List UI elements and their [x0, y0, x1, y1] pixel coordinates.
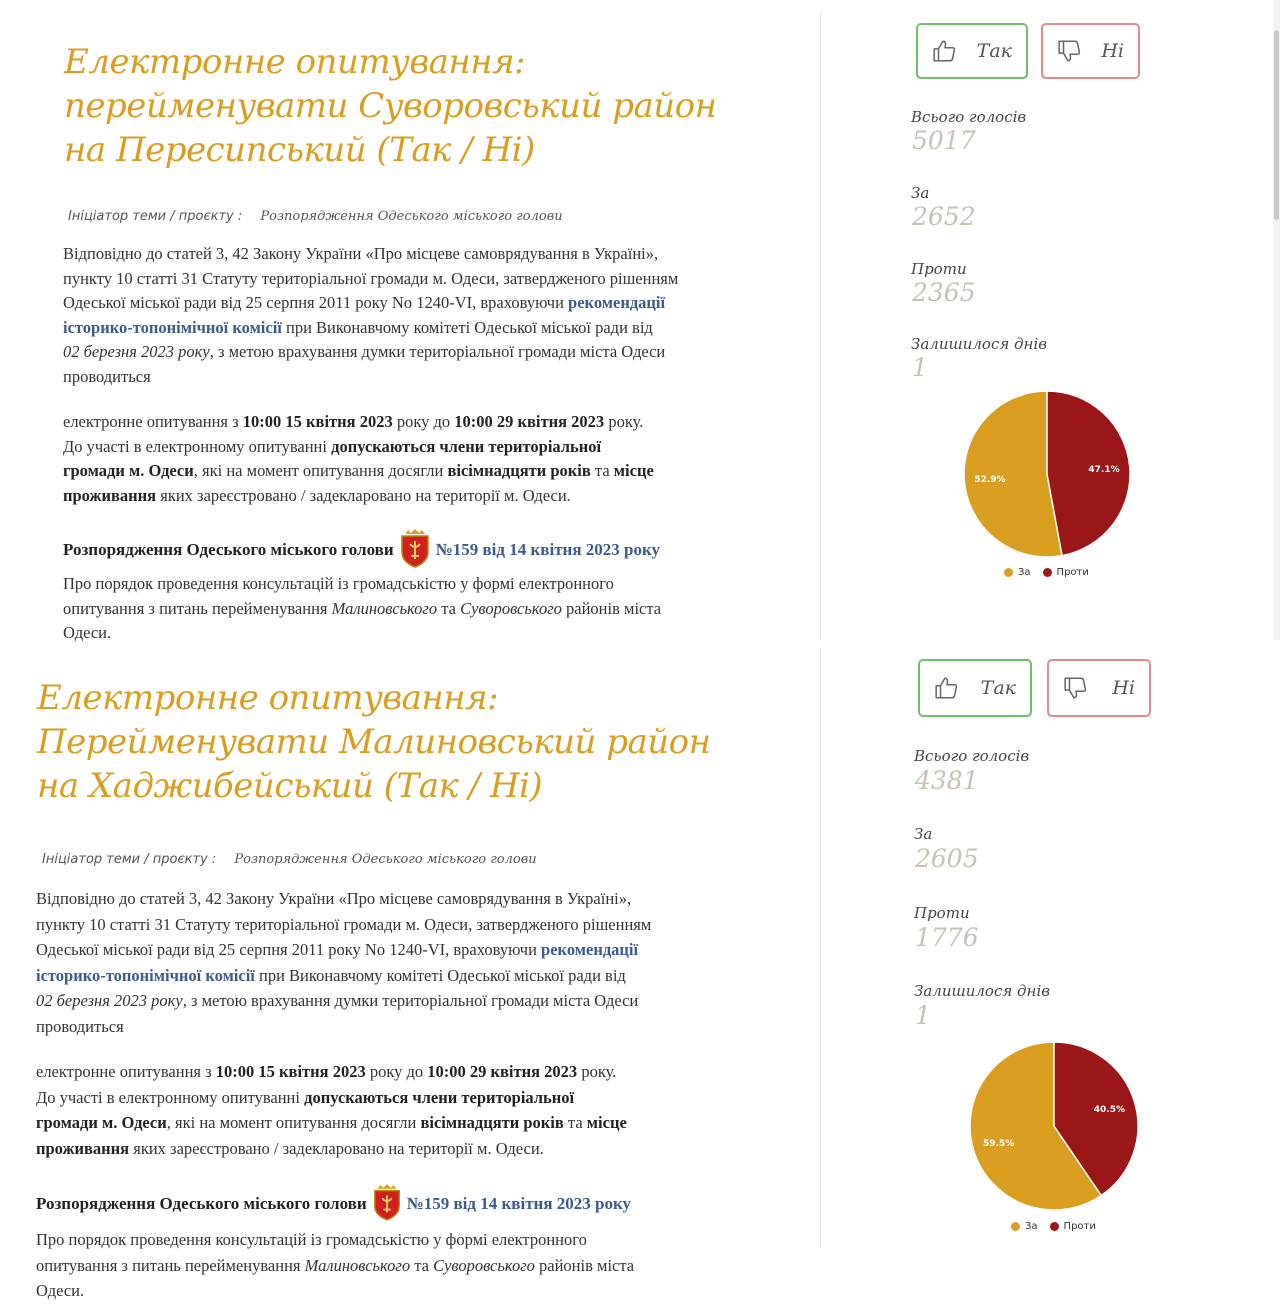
total-votes-label: Всього голосів [914, 747, 1030, 765]
days-left-label: Залишилося днів [914, 982, 1050, 1000]
votes-against-value: 2365 [912, 278, 976, 307]
legend-item-for: За [1004, 567, 1031, 578]
poll-title-line: Електронне опитування: [64, 42, 526, 82]
pie-legend [1011, 1221, 1108, 1232]
vote-no-label: Ні [1101, 40, 1124, 62]
votes-against-label: Проти [911, 260, 967, 278]
poll-title-line: Електронне опитування: [37, 678, 499, 718]
poll-panel-malynovskyi [0, 646, 1280, 1301]
decree-description: Про порядок проведення консультацій із громадськістю у формі електронного опитування з питань перейменування Малиновського та Суворовського районів міста Одеси. [63, 574, 662, 642]
vote-pie-chart [0, 646, 1280, 1280]
commission-link[interactable]: історико-топонімічної комісії [63, 317, 282, 337]
legend-item-for: За [1011, 1221, 1038, 1232]
poll-period-paragraph: електронне опитування з 10:00 15 квітня 2023 року до 10:00 29 квітня 2023 року. До участі в електронному опитуванні допускаються члени територіальної громади м. Одеси, які на момент опитування досягли вісімнадцяти років та місце проживання яких зареєстровано / задекларовано на території м. Одеси. [63, 412, 654, 505]
initiator-label: Ініціатор теми / проєкту : [42, 852, 217, 867]
days-left-value: 1 [912, 353, 928, 382]
legend-item-against: Проти [1050, 1221, 1096, 1232]
decree-text: Розпорядження Одеського міського голови [36, 1194, 367, 1213]
poll-period-paragraph: електронне опитування з 10:00 15 квітня 2023 року до 10:00 29 квітня 2023 року. До участі в електронному опитуванні допускаються члени територіальної громади м. Одеси, які на момент опитування досягли вісімнадцяти років та місце проживання яких зареєстровано / задекларовано на території м. Одеси. [36, 1062, 627, 1158]
initiator-value: Розпорядження Одеського міського голови [234, 852, 537, 867]
initiator-label: Ініціатор теми / проєкту : [68, 209, 243, 224]
votes-for-label: За [914, 825, 933, 843]
days-left-value: 1 [915, 1001, 931, 1030]
legal-basis-paragraph: Відповідно до статей 3, 42 Закону України «Про місцеве самоврядування в Україні», пункту 10 статті 31 Статуту територіальної громади м. Одеси, затвердженого рішенням Одеської міської ради від 25 серпня 2011 року No 1240-VI, враховуючи рекомендації історико-топонімічної комісії при Виконавчому комітеті Одеської міської ради від 02 березня 2023 року, з метою врахування думки територіальної громади міста Одеси проводиться [36, 889, 652, 1036]
pie-slice-label: 47.1% [1088, 464, 1120, 475]
decree-text: Розпорядження Одеського міського голови [63, 540, 394, 559]
votes-against-value: 1776 [915, 923, 979, 952]
votes-for-label: За [911, 184, 930, 202]
poll-panel-suvorovskyi [0, 0, 1280, 646]
days-left-label: Залишилося днів [911, 335, 1047, 353]
votes-for-value: 2652 [912, 202, 976, 231]
pie-slice-label: 40.5% [1093, 1104, 1126, 1115]
pie-slice-label: 52.9% [974, 475, 1006, 486]
total-votes-value: 5017 [912, 126, 976, 155]
initiator-value: Розпорядження Одеського міського голови [260, 209, 563, 224]
poll-title-line: перейменувати Суворовський район [64, 86, 717, 126]
decree-link[interactable]: №159 від 14 квітня 2023 року [435, 540, 661, 559]
recommendations-link[interactable]: рекомендації [541, 940, 639, 960]
votes-against-label: Проти [914, 904, 970, 922]
poll-title-line: Перейменувати Малиновський район [37, 722, 711, 762]
poll-title-line: на Пересипський (Так / Ні) [64, 130, 535, 170]
total-votes-value: 4381 [915, 766, 979, 795]
total-votes-label: Всього голосів [911, 108, 1027, 126]
legend-item-against: Проти [1043, 567, 1089, 578]
pie-slice-label: 59.5% [982, 1139, 1015, 1150]
vote-yes-label: Так [980, 677, 1016, 699]
poll-title-line: на Хаджибейський (Так / Ні) [37, 766, 543, 806]
pie-legend [1004, 567, 1101, 578]
recommendations-link[interactable]: рекомендації [568, 293, 666, 312]
scrollbar-thumb[interactable] [1274, 30, 1279, 220]
votes-for-value: 2605 [915, 844, 979, 873]
decree-description: Про порядок проведення консультацій із громадськістю у формі електронного опитування з питань перейменування Малиновського та Суворовського районів міста Одеси. [36, 1230, 635, 1301]
legal-basis-paragraph: Відповідно до статей 3, 42 Закону України «Про місцеве самоврядування в Україні», пункту 10 статті 31 Статуту територіальної громади м. Одеси, затвердженого рішенням Одеської міської ради від 25 серпня 2011 року No 1240-VI, враховуючи рекомендації історико-топонімічної комісії при Виконавчому комітеті Одеської міської ради від 02 березня 2023 року, з метою врахування думки територіальної громади міста Одеси проводиться [63, 244, 679, 386]
vote-no-label: Ні [1112, 677, 1135, 699]
vote-pie-chart [0, 0, 1280, 646]
commission-link[interactable]: історико-топонімічної комісії [36, 965, 255, 985]
vote-yes-label: Так [976, 40, 1012, 62]
decree-link[interactable]: №159 від 14 квітня 2023 року [406, 1194, 632, 1213]
